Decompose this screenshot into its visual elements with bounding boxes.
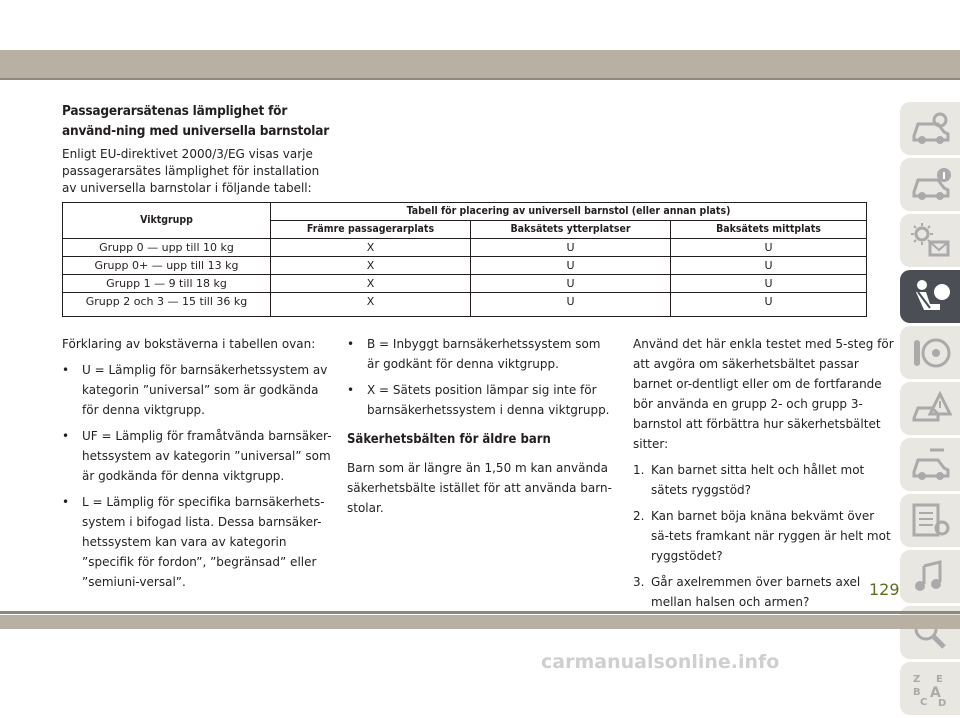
step-number: 3.: [633, 575, 645, 589]
cell-front: X: [271, 275, 471, 293]
warning-lights-message-icon: [910, 222, 952, 260]
tab-car-inspection[interactable]: [900, 102, 960, 155]
column-middle: [347, 334, 615, 524]
header-middle: Baksätets mittplats: [671, 221, 867, 239]
step-text: Kan barnet böja knäna bekvämt över sä-tets framkant när ryggen är helt mot ryggstödet?: [651, 509, 891, 563]
bullet-text: L = Lämplig för specifika barnsäkerhets-system i bifogad lista. Dessa barnsäker-hetssystem kan vara av kategorin ”specifik för fordon”, ”begränsad” eller ”semiuni-versal”.: [82, 495, 325, 589]
svg-text:Z: Z: [913, 674, 921, 685]
list-item: [633, 572, 895, 612]
tab-starting-driving[interactable]: [900, 326, 960, 379]
tab-maintenance[interactable]: [900, 438, 960, 491]
bullet-text: UF = Lämplig för framåtvända barnsäker-hetssystem av kategorin ”universal” som är godkända för denna viktgrupp.: [82, 429, 332, 483]
tab-emergency[interactable]: [900, 382, 960, 435]
bullet-dot: •: [62, 429, 70, 443]
tab-specifications[interactable]: [900, 494, 960, 547]
cell-outer: U: [471, 239, 671, 257]
cell-middle: U: [671, 239, 867, 257]
table-row: [63, 293, 867, 317]
specifications-list-icon: [910, 502, 952, 540]
emergency-icon: [910, 390, 952, 428]
section-heading: Passagerarsätenas lämplighet för använd-ning med universella barnstolar: [62, 103, 330, 139]
cell-outer: U: [471, 275, 671, 293]
header-front: Främre passagerarplats: [271, 221, 471, 239]
cell-front: X: [271, 257, 471, 275]
test-lead: Använd det här enkla testet med 5-steg för att avgöra om säkerhetsbältet passar barnet or-dentligt eller om de fortfarande bör använda en grupp 2- och grupp 3-barnstol att förbättra hur säkerhetsbältet sitter:: [633, 337, 894, 451]
step-text: Kan barnet sitta helt och hållet mot sätets ryggstöd?: [651, 463, 865, 497]
bullet-text: X = Sätets position lämpar sig inte för barnsäkerhetssystem i denna viktgrupp.: [367, 383, 610, 417]
cell-outer: U: [471, 293, 671, 317]
cell-front: X: [271, 239, 471, 257]
list-item: [633, 506, 895, 566]
tab-index[interactable]: [900, 662, 960, 715]
multimedia-icon: [910, 558, 952, 596]
car-inspection-icon: [910, 110, 952, 148]
step-text: Går axelremmen över barnets axel mellan halsen och armen?: [651, 575, 861, 609]
subheading-older-children: Säkerhetsbälten för äldre barn: [347, 432, 551, 447]
watermark: carmanualsonline.info: [541, 651, 780, 673]
tab-car-info[interactable]: [900, 158, 960, 211]
cell-group: Grupp 0+ — upp till 13 kg: [63, 257, 271, 275]
cell-front: X: [271, 293, 471, 317]
cell-middle: U: [671, 257, 867, 275]
column-legend: [62, 334, 332, 598]
bullet-dot: •: [347, 383, 355, 397]
list-item: [633, 460, 895, 500]
index-alphabet-icon: [910, 670, 952, 708]
list-item: [347, 380, 615, 420]
legend-lead: Förklaring av bokstäverna i tabellen ovan:: [62, 337, 316, 351]
top-band: [0, 50, 960, 78]
bottom-rule: [0, 611, 960, 614]
page-number: 129: [869, 580, 900, 599]
intro-paragraph: Enligt EU-direktivet 2000/3/EG visas varje passagerarsätes lämplighet för installation av universella barnstolar i följande tabell:: [62, 147, 320, 195]
svg-text:C: C: [920, 697, 928, 708]
bottom-band: [0, 615, 960, 629]
maintenance-car-icon: [910, 446, 952, 484]
table-header-row: [63, 203, 867, 221]
svg-text:D: D: [938, 698, 947, 708]
bullet-dot: •: [62, 495, 70, 509]
column-test: [633, 334, 895, 618]
seat-belt-airbag-icon: [910, 278, 952, 316]
svg-text:E: E: [936, 674, 943, 685]
starting-driving-icon: [910, 334, 952, 372]
step-number: 2.: [633, 509, 645, 523]
step-number: 1.: [633, 463, 645, 477]
svg-text:B: B: [913, 687, 921, 698]
svg-text:A: A: [930, 685, 941, 701]
list-item: [62, 426, 332, 486]
table-row: [63, 239, 867, 257]
tab-warning-lights[interactable]: [900, 214, 960, 267]
list-item: [347, 334, 615, 374]
cell-group: Grupp 0 — upp till 10 kg: [63, 239, 271, 257]
cell-middle: U: [671, 293, 867, 317]
bullet-text: U = Lämplig för barnsäkerhetssystem av kategorin ”universal” som är godkända för denna viktgrupp.: [82, 363, 328, 417]
tab-seat-belt-airbag[interactable]: [900, 270, 960, 323]
tab-multimedia[interactable]: [900, 550, 960, 603]
older-children-paragraph: Barn som är längre än 1,50 m kan använda säkerhetsbälte istället för att använda barn-stolar.: [347, 461, 612, 515]
header-placement: Tabell för placering av universell barnstol (eller annan plats): [271, 203, 867, 221]
table-row: [63, 275, 867, 293]
header-outer: Baksätets ytterplatser: [471, 221, 671, 239]
list-item: [62, 360, 332, 420]
bullet-text: B = Inbyggt barnsäkerhetssystem som är godkänt för denna viktgrupp.: [367, 337, 601, 371]
cell-group: Grupp 2 och 3 — 15 till 36 kg: [63, 293, 271, 317]
header-viktgrupp: Viktgrupp: [63, 203, 271, 239]
cell-outer: U: [471, 257, 671, 275]
cell-middle: U: [671, 275, 867, 293]
car-info-icon: [910, 166, 952, 204]
bullet-dot: •: [347, 337, 355, 351]
cell-group: Grupp 1 — 9 till 18 kg: [63, 275, 271, 293]
top-rule: [0, 78, 960, 80]
table-row: [63, 257, 867, 275]
suitability-table: [62, 202, 867, 317]
list-item: [62, 492, 332, 592]
bullet-dot: •: [62, 363, 70, 377]
